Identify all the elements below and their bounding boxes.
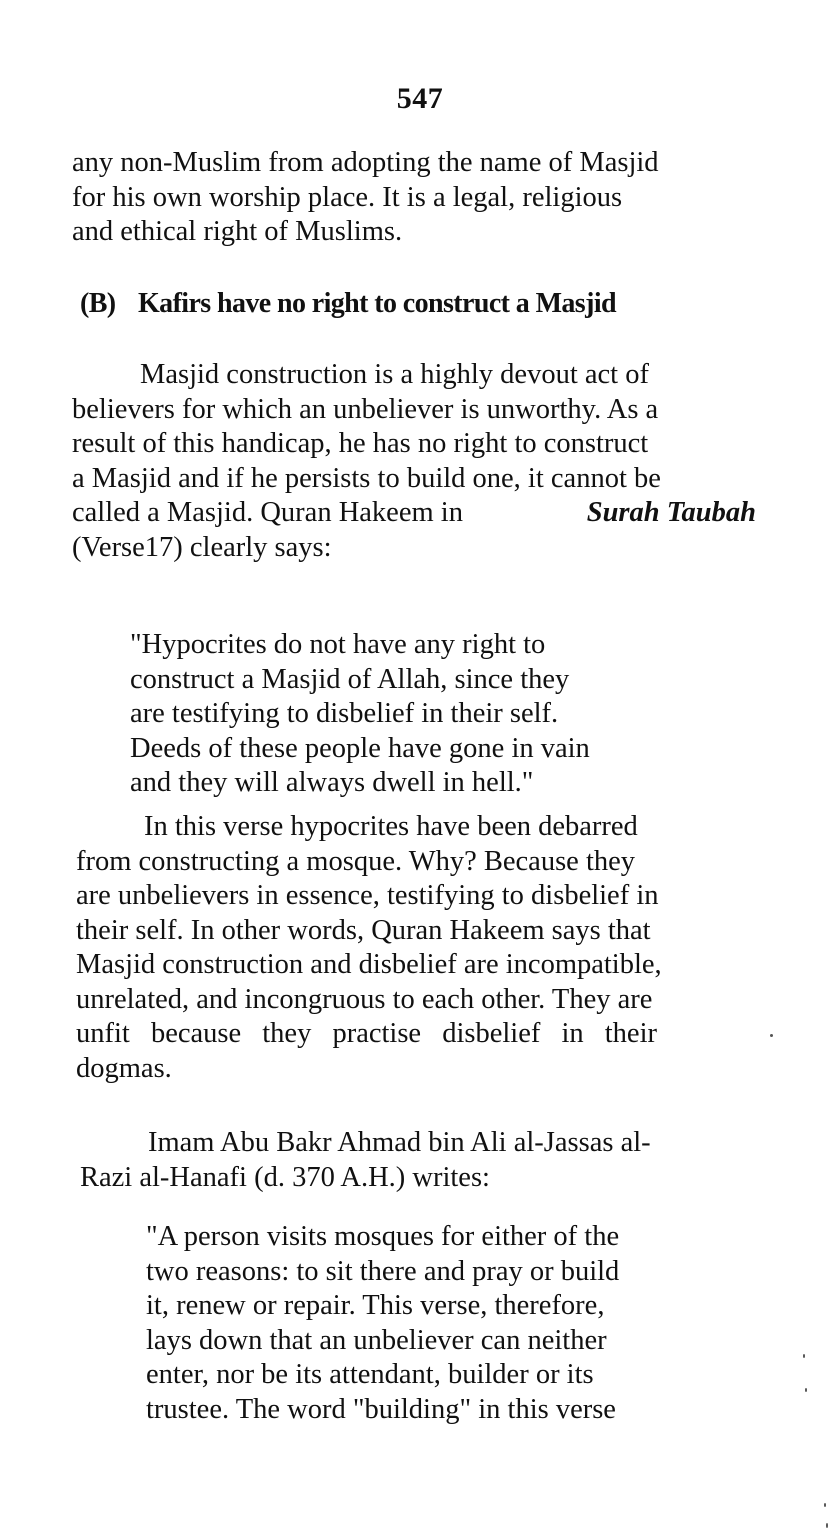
text-line: Masjid construction is a highly devout act of <box>140 359 649 390</box>
quote-line: "Hypocrites do not have any right to <box>130 629 546 660</box>
quote-hypocrites <box>130 628 678 801</box>
quote-line: construct a Masjid of Allah, since they <box>130 663 570 695</box>
text-line: a Masjid and if he persists to build one, it cannot be <box>72 462 661 494</box>
quote-line: Deeds of these people have gone in vain <box>130 732 590 764</box>
quote-line: "A person visits mosques for either of the <box>146 1221 620 1252</box>
text-line: Razi al-Hanafi (d. 370 A.H.) writes: <box>80 1161 490 1193</box>
page-number: 547 <box>396 82 444 115</box>
text-line: for his own worship place. It is a legal, religious <box>72 181 623 213</box>
paragraph-verse-explanation <box>76 810 758 1086</box>
scan-speck <box>824 1503 826 1507</box>
text-line: unrelated, and incongruous to each other. They are <box>76 983 653 1015</box>
quote-line: it, renew or repair. This verse, therefore, <box>146 1290 605 1321</box>
text-line: and ethical right of Muslims. <box>72 216 403 247</box>
scan-speck <box>805 1388 807 1392</box>
text-line: result of this handicap, he has no right to construct <box>72 428 649 459</box>
paragraph-masjid-construction <box>72 358 756 565</box>
scan-speck <box>803 1354 805 1358</box>
text-line: Masjid construction and disbelief are incompatible, <box>76 949 662 980</box>
text-line: unfit because they practise disbelief in their <box>76 1018 657 1049</box>
section-marker: (B) <box>80 288 116 319</box>
text-line: are unbelievers in essence, testifying to disbelief in <box>76 880 659 911</box>
text-line: believers for which an unbeliever is unworthy. As a <box>72 393 659 425</box>
text-segment: called a Masjid. Quran Hakeem in <box>72 497 463 528</box>
quote-line: lays down that an unbeliever can neither <box>146 1324 607 1356</box>
quote-line: trustee. The word "building" in this verse <box>146 1393 616 1425</box>
text-line <box>72 496 756 531</box>
quote-jassas <box>146 1220 706 1427</box>
text-line: from constructing a mosque. Why? Because they <box>76 845 636 877</box>
text-line: dogmas. <box>76 1052 172 1084</box>
text-line: their self. In other words, Quran Hakeem says that <box>76 914 651 946</box>
quote-line: enter, nor be its attendant, builder or its <box>146 1359 594 1390</box>
surah-name: Surah Taubah <box>586 497 756 528</box>
quote-line: and they will always dwell in hell." <box>130 767 534 798</box>
text-line: In this verse hypocrites have been debarred <box>144 811 638 842</box>
section-title: Kafirs have no right to construct a Masjid <box>138 288 616 319</box>
text-line: Imam Abu Bakr Ahmad bin Ali al-Jassas al- <box>148 1127 651 1158</box>
text-line: (Verse17) clearly says: <box>72 531 332 563</box>
paragraph-imam-citation <box>80 1126 764 1195</box>
quote-line: are testifying to disbelief in their self. <box>130 698 559 729</box>
text-line: any non-Muslim from adopting the name of Masjid <box>72 147 659 178</box>
scan-speck <box>826 1523 828 1528</box>
quote-line: two reasons: to sit there and pray or build <box>146 1255 620 1287</box>
paragraph-continuation <box>72 146 754 250</box>
scan-speck <box>770 1034 773 1037</box>
section-heading <box>80 288 780 320</box>
